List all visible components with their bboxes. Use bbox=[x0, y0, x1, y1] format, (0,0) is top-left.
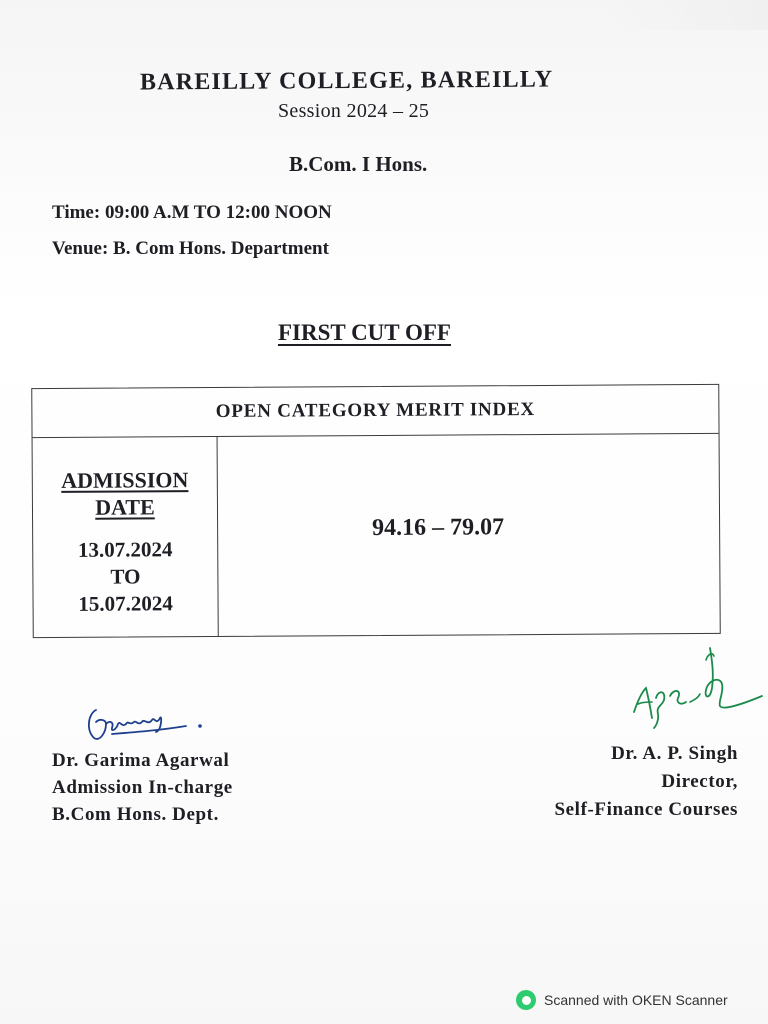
scanner-watermark bbox=[516, 990, 728, 1010]
admission-label-line1: ADMISSION bbox=[61, 467, 189, 493]
merit-index-range: 94.16 – 79.07 bbox=[372, 514, 505, 542]
left-signatory bbox=[52, 747, 233, 828]
college-title: BAREILLY COLLEGE, BAREILLY bbox=[139, 66, 554, 96]
course-name: B.Com. I Hons. bbox=[289, 152, 428, 176]
admission-label-line2: DATE bbox=[95, 494, 155, 520]
left-signatory-name: Dr. Garima Agarwal bbox=[52, 750, 230, 771]
page-corner-shadow bbox=[608, 0, 768, 30]
date-to: 15.07.2024 bbox=[78, 591, 173, 616]
merit-table-header: OPEN CATEGORY MERIT INDEX bbox=[32, 385, 718, 438]
cutoff-title: FIRST CUT OFF bbox=[278, 320, 451, 345]
left-signatory-dept: B.Com Hons. Dept. bbox=[52, 804, 219, 825]
admission-date-label bbox=[33, 466, 217, 521]
right-signatory-name: Dr. A. P. Singh bbox=[611, 743, 738, 764]
oken-scanner-logo-icon bbox=[516, 990, 536, 1010]
time-line: Time: 09:00 A.M TO 12:00 NOON bbox=[52, 202, 332, 223]
right-signatory-dept: Self-Finance Courses bbox=[554, 799, 738, 820]
scanner-watermark-text: Scanned with OKEN Scanner bbox=[544, 992, 728, 1008]
date-to-word: TO bbox=[110, 564, 141, 589]
signature-left-image bbox=[82, 700, 212, 746]
right-signatory bbox=[554, 740, 738, 824]
left-signatory-role: Admission In-charge bbox=[52, 777, 233, 798]
session-line: Session 2024 – 25 bbox=[278, 100, 430, 122]
venue-line: Venue: B. Com Hons. Department bbox=[52, 238, 329, 259]
signature-right-image bbox=[628, 640, 768, 730]
admission-date-range bbox=[33, 536, 217, 618]
date-from: 13.07.2024 bbox=[77, 537, 173, 562]
merit-table bbox=[31, 384, 721, 638]
right-signatory-role: Director, bbox=[661, 771, 738, 792]
